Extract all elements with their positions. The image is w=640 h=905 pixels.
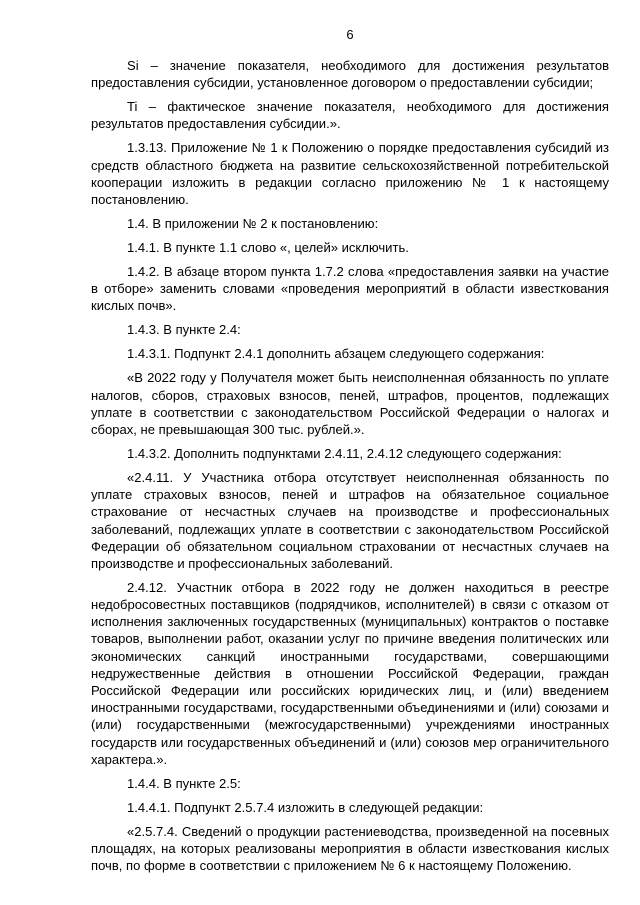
paragraph-1-4-4-1: 1.4.4.1. Подпункт 2.5.7.4 изложить в следующей редакции: bbox=[127, 799, 484, 815]
paragraph-1-4-3: 1.4.3. В пункте 2.4: bbox=[127, 322, 241, 338]
paragraph-tax-obligation-quote: «В 2022 году у Получателя может быть неисполненная обязанность по уплате налогов, сборов, страховых взносов, пеней, штрафов, процентов, подлежащих уплате в соответствии с законодательством Российской Федерации о налогах и сборах, не превышающая 300 тыс. рублей.». bbox=[91, 370, 609, 438]
paragraph-2-4-12: 2.4.12. Участник отбора в 2022 году не должен находиться в реестре недобросовестных поставщиков (подрядчиков, исполнителей) в связи с отказом от исполнения заключенных государственных (муниципальных) контрактов о поставке товаров, выполнении работ, оказании услуг по причине введения политических или экономических санкций иностранными государствами, совершающими недружественные действия в отношении Российской Федерации, граждан Российской Федерации или российских юридических лиц, и (или) введением иностранными государствами, государственными объединениями и (или) союзами и (или) государственными (межгосударственными) учреждениями иностранных государств или государственных объединений и (или) союзов мер ограничительного характера.». bbox=[91, 579, 609, 767]
paragraph-1-4-4: 1.4.4. В пункте 2.5: bbox=[127, 775, 241, 791]
paragraph-1-4-1: 1.4.1. В пункте 1.1 слово «, целей» исключить. bbox=[127, 240, 409, 256]
paragraph-1-4-2: 1.4.2. В абзаце втором пункта 1.7.2 слова «предоставления заявки на участие в отборе» заменить словами «проведения мероприятий в области известкования кислых почв». bbox=[91, 264, 609, 314]
paragraph-ti-definition: Ti – фактическое значение показателя, необходимого для достижения результатов предоставления субсидии.». bbox=[91, 99, 609, 132]
paragraph-2-4-11: «2.4.11. У Участника отбора отсутствует неисполненная обязанность по уплате страховых взносов, пеней и штрафов на обязательное социальное страхование от несчастных случаев на производстве и профессиональных заболеваний, подлежащих уплате в соответствии с законодательством Российской Федерации об обязательном социальном страховании от несчастных случаев на производстве и профессиональных заболеваний. bbox=[91, 470, 609, 572]
paragraph-1-3-13: 1.3.13. Приложение № 1 к Положению о порядке предоставления субсидий из средств областного бюджета на развитие сельскохозяйственной потребительской кооперации изложить в редакции согласно приложению № 1 к настоящему постановлению. bbox=[91, 140, 609, 208]
paragraph-1-4-3-2: 1.4.3.2. Дополнить подпунктами 2.4.11, 2.4.12 следующего содержания: bbox=[127, 446, 562, 462]
paragraph-2-5-7-4: «2.5.7.4. Сведений о продукции растениеводства, произведенной на посевных площадях, на которых реализованы мероприятия в области известкования кислых почв, по форме в соответствии с приложением № 6 к настоящему Положению. bbox=[91, 823, 609, 874]
page-number: 6 bbox=[346, 27, 354, 42]
document-page bbox=[91, 26, 609, 881]
paragraph-1-4-3-1: 1.4.3.1. Подпункт 2.4.1 дополнить абзацем следующего содержания: bbox=[127, 346, 545, 362]
paragraph-si-definition: Si – значение показателя, необходимого для достижения результатов предоставления субсидии, установленное договором о предоставлении субсидии; bbox=[91, 58, 609, 91]
paragraph-1-4: 1.4. В приложении № 2 к постановлению: bbox=[127, 216, 379, 232]
